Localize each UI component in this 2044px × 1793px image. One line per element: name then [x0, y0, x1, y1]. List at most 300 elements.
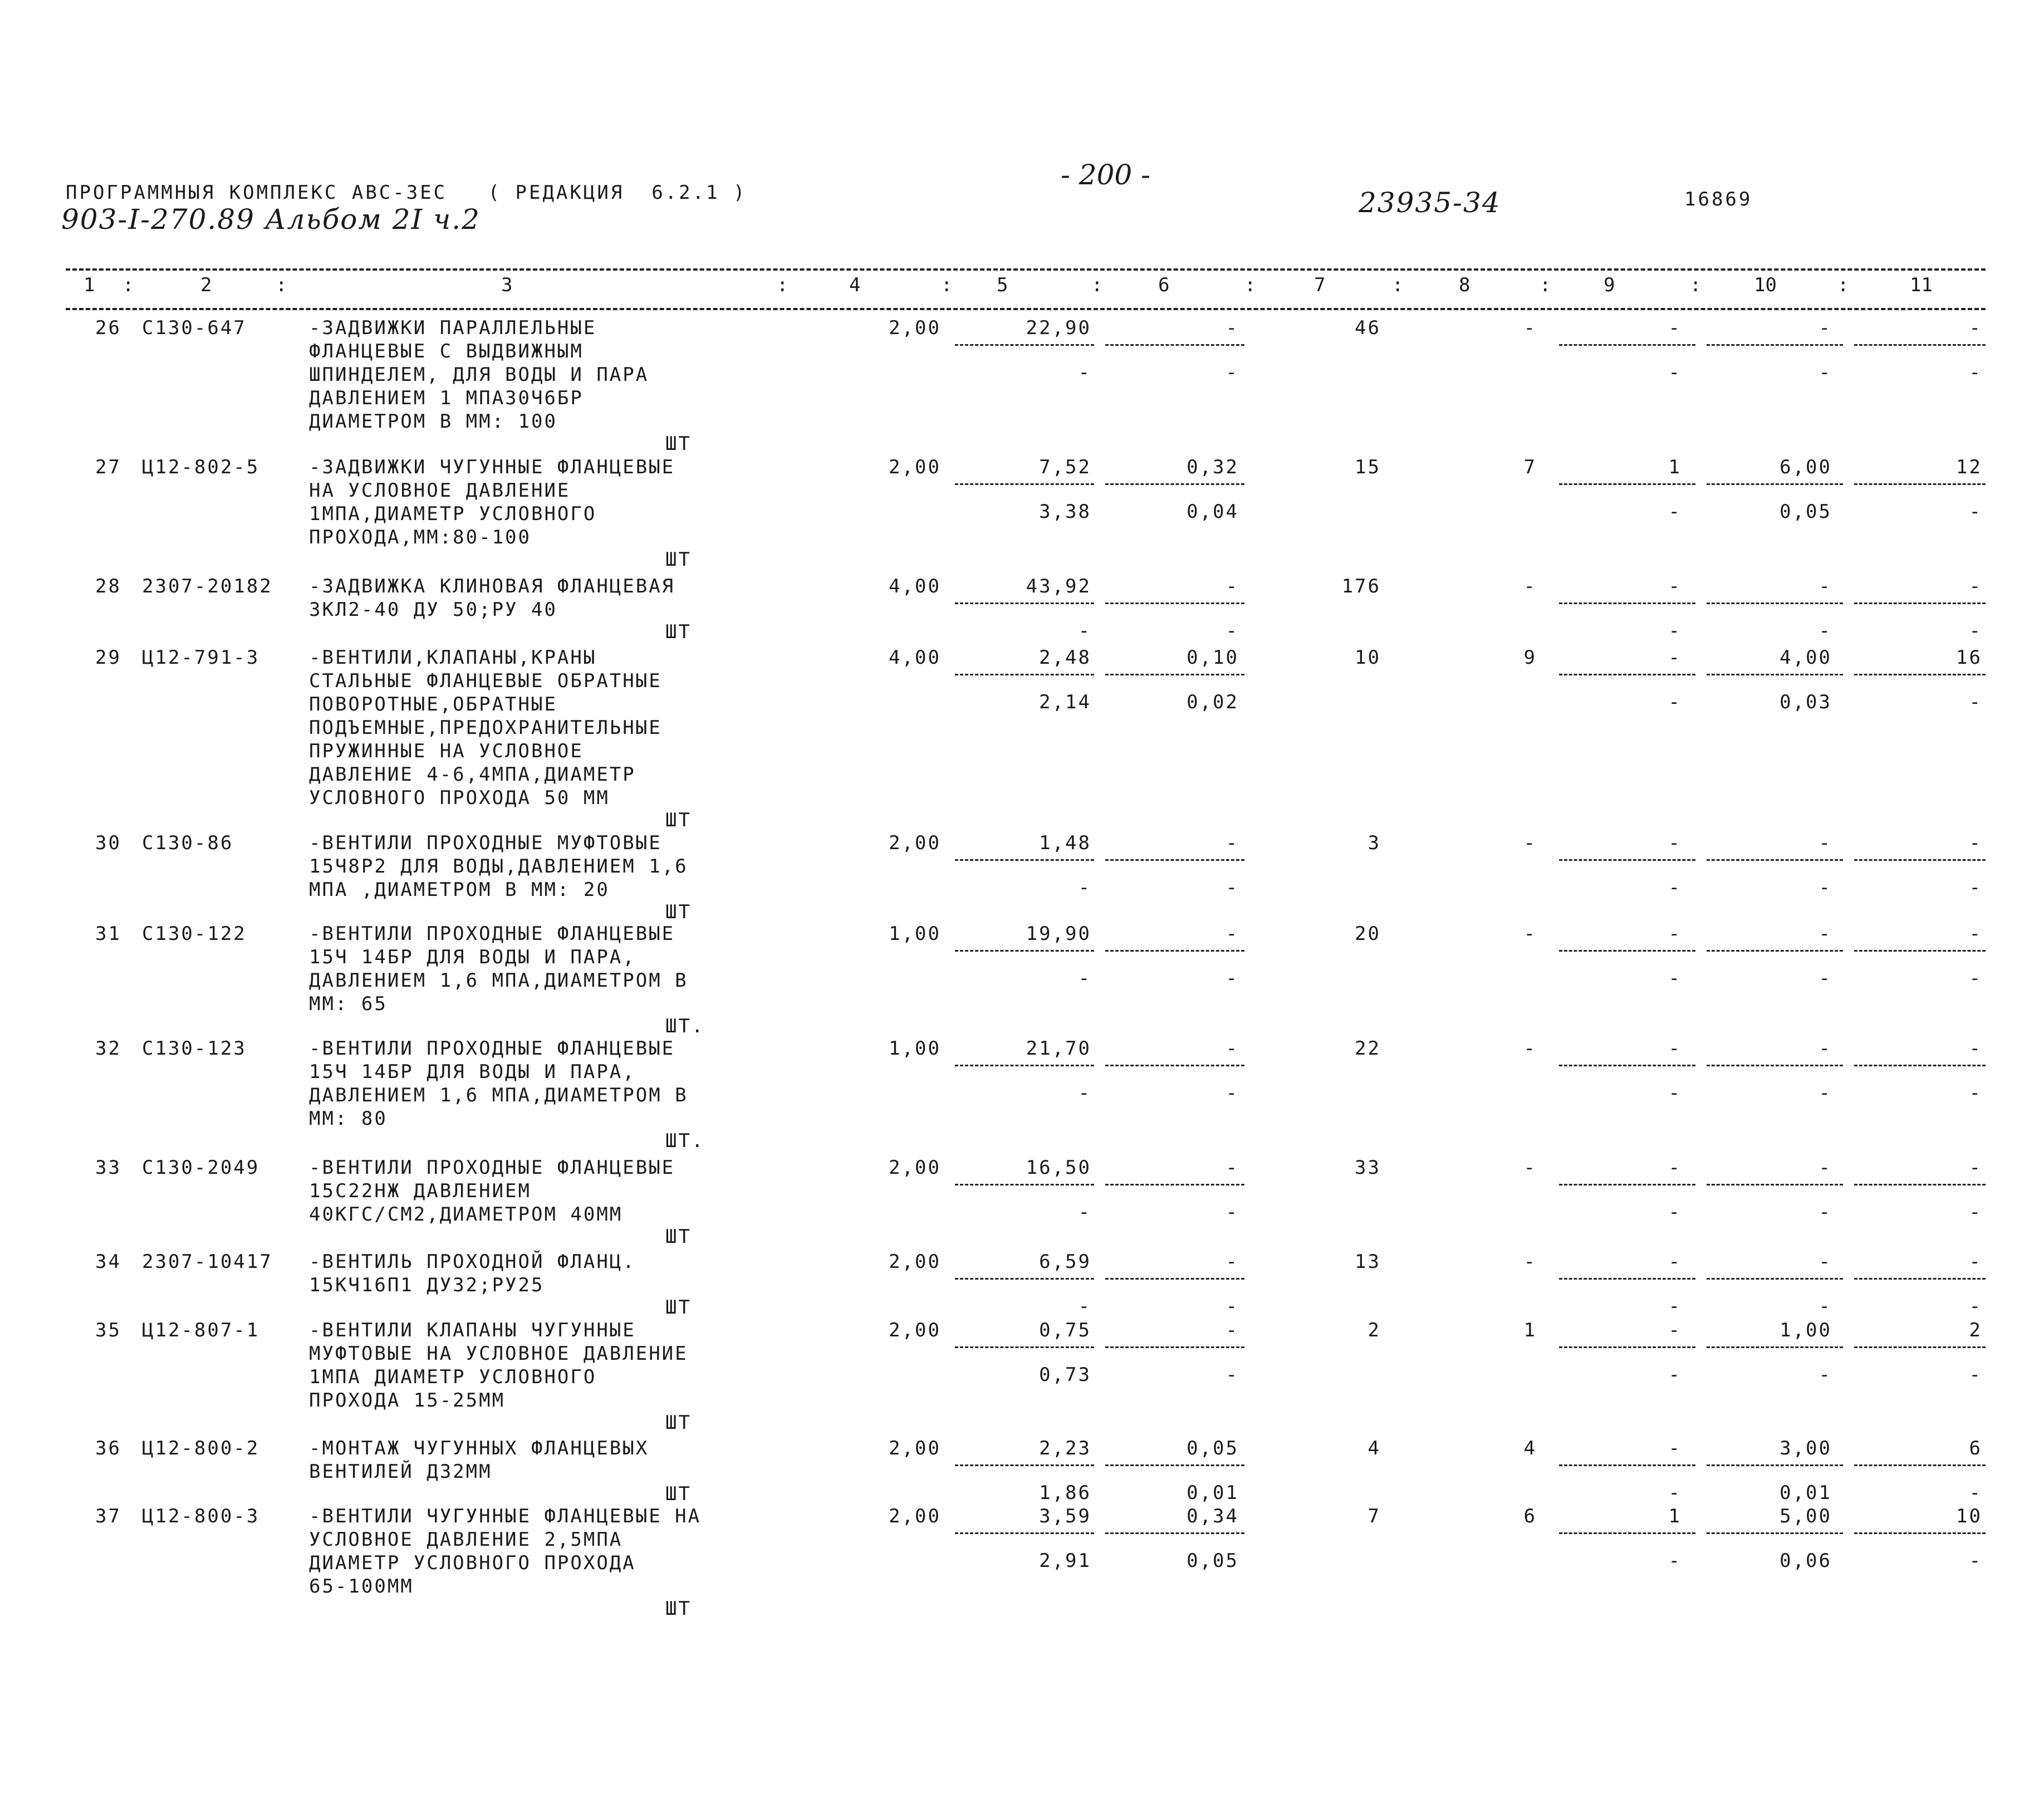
row-description-line: ДАВЛЕНИЕМ 1,6 МПА,ДИАМЕТРОМ В — [309, 1084, 688, 1106]
cell-col4: 4,00 — [889, 646, 941, 669]
cell-col11-top: - — [1969, 1037, 1982, 1060]
cell-divider — [955, 674, 1094, 675]
cell-col4: 2,00 — [889, 317, 941, 339]
cell-col6-top: - — [1226, 832, 1239, 854]
cell-divider — [1707, 1464, 1843, 1466]
cell-col6-bottom: - — [1226, 620, 1239, 642]
row-unit: ШТ — [665, 1483, 692, 1505]
cell-divider — [1559, 483, 1695, 485]
column-separator: : — [1690, 274, 1702, 296]
cell-col9-top: - — [1668, 646, 1682, 669]
cell-col8: - — [1523, 317, 1537, 339]
row-description-line: -ВЕНТИЛИ ПРОХОДНЫЕ ФЛАНЦЕВЫЕ — [309, 923, 675, 945]
cell-divider — [1105, 483, 1244, 485]
cell-col11-top: - — [1969, 1157, 1982, 1179]
page-number: - 200 - — [1061, 159, 1151, 191]
row-description-line: -ВЕНТИЛИ,КЛАПАНЫ,КРАНЫ — [309, 646, 597, 669]
cell-col10-top: - — [1818, 317, 1832, 339]
cell-col11-top: - — [1969, 317, 1982, 339]
cell-col5-top: 3,59 — [1039, 1505, 1091, 1527]
cell-col7: 13 — [1355, 1251, 1381, 1273]
cell-col7: 2 — [1367, 1319, 1381, 1341]
column-number-8: 8 — [1459, 274, 1470, 296]
cell-col10-top: 5,00 — [1780, 1505, 1832, 1527]
cell-col11-bottom: - — [1969, 1201, 1982, 1223]
cell-col5-top: 6,59 — [1039, 1251, 1091, 1273]
cell-divider — [1559, 674, 1695, 675]
cell-divider — [955, 1346, 1094, 1348]
column-separator: : — [1837, 274, 1849, 296]
cell-col8: - — [1523, 1251, 1537, 1273]
cell-divider — [1559, 602, 1695, 604]
cell-col10-top: 1,00 — [1780, 1319, 1832, 1341]
row-number: 37 — [95, 1505, 121, 1527]
cell-col9-top: - — [1668, 1251, 1682, 1273]
column-number-10: 10 — [1754, 274, 1777, 296]
cell-divider — [1707, 1532, 1843, 1534]
cell-col10-bottom: - — [1818, 1201, 1832, 1223]
cell-col9-top: 1 — [1668, 456, 1682, 478]
row-unit: ШТ — [665, 621, 692, 643]
cell-divider — [1559, 1532, 1695, 1534]
row-description-line: 65-100ММ — [309, 1575, 414, 1598]
cell-divider — [1559, 1278, 1695, 1280]
cell-col5-bottom: 1,86 — [1039, 1482, 1091, 1504]
cell-col11-top: - — [1969, 923, 1982, 945]
cell-col6-top: - — [1226, 1037, 1239, 1060]
row-description-line: 40КГС/СМ2,ДИАМЕТРОМ 40ММ — [309, 1203, 623, 1226]
row-description-line: -ВЕНТИЛИ ПРОХОДНЫЕ ФЛАНЦЕВЫЕ — [309, 1157, 675, 1179]
cell-divider — [1707, 1346, 1843, 1348]
cell-divider — [1559, 1464, 1695, 1466]
cell-col6-bottom: - — [1226, 361, 1239, 384]
cell-divider — [1559, 344, 1695, 346]
cell-divider — [955, 859, 1094, 861]
row-description-line: ММ: 80 — [309, 1108, 388, 1130]
cell-col11-top: - — [1969, 575, 1982, 597]
column-separator: : — [122, 274, 134, 296]
row-description-line: 1МПА,ДИАМЕТР УСЛОВНОГО — [309, 503, 597, 525]
row-description-line: ДИАМЕТРОМ В ММ: 100 — [309, 410, 557, 433]
row-code: 2307-10417 — [142, 1251, 273, 1273]
cell-col4: 2,00 — [889, 1437, 941, 1459]
document-code: 23935-34 — [1359, 187, 1501, 219]
row-unit: ШТ — [665, 1296, 692, 1319]
cell-col11-top: 6 — [1969, 1437, 1982, 1459]
cell-col4: 1,00 — [889, 923, 941, 945]
cell-col10-top: - — [1818, 832, 1832, 854]
row-number: 35 — [95, 1319, 121, 1341]
row-code: С130-86 — [142, 832, 234, 854]
cell-divider — [1707, 1184, 1843, 1185]
cell-col6-bottom: 0,04 — [1187, 501, 1239, 523]
cell-divider — [1105, 1532, 1244, 1534]
cell-col7: 22 — [1355, 1037, 1381, 1060]
cell-col4: 4,00 — [889, 575, 941, 597]
row-description-line: ЗКЛ2-40 ДУ 50;РУ 40 — [309, 599, 557, 621]
cell-col10-top: 3,00 — [1780, 1437, 1832, 1459]
column-number-11: 11 — [1910, 274, 1933, 296]
cell-col11-top: 12 — [1956, 456, 1982, 478]
cell-col6-top: 0,10 — [1187, 646, 1239, 669]
row-unit: ШТ — [665, 1598, 692, 1620]
sheet-code: 16869 — [1684, 188, 1753, 210]
row-code: С130-647 — [142, 317, 247, 339]
cell-col9-bottom: - — [1668, 1082, 1682, 1104]
cell-divider — [955, 1184, 1094, 1185]
cell-col4: 2,00 — [889, 832, 941, 854]
cell-divider — [955, 1065, 1094, 1066]
cell-col11-bottom: - — [1969, 876, 1982, 899]
cell-col5-top: 19,90 — [1026, 923, 1091, 945]
cell-divider — [1105, 950, 1244, 952]
cell-col9-top: - — [1668, 1319, 1682, 1341]
row-number: 30 — [95, 832, 121, 854]
cell-col9-bottom: - — [1668, 1482, 1682, 1504]
row-description-line: ПРОХОДА,ММ:80-100 — [309, 526, 531, 548]
cell-col9-bottom: - — [1668, 1364, 1682, 1386]
cell-divider — [1854, 1184, 1986, 1185]
cell-col7: 176 — [1341, 575, 1381, 597]
cell-col9-bottom: - — [1668, 1550, 1682, 1572]
cell-col6-top: - — [1226, 1319, 1239, 1341]
row-unit: ШТ — [665, 1412, 692, 1434]
cell-col11-top: - — [1969, 832, 1982, 854]
cell-col6-top: - — [1226, 1157, 1239, 1179]
column-separator: : — [941, 274, 953, 296]
column-separator: : — [1392, 274, 1404, 296]
cell-col8: 4 — [1523, 1437, 1537, 1459]
cell-col5-bottom: 3,38 — [1039, 501, 1091, 523]
row-number: 28 — [95, 575, 121, 597]
row-description-line: ДАВЛЕНИЕМ 1,6 МПА,ДИАМЕТРОМ В — [309, 969, 688, 992]
row-description-line: ПРОХОДА 15-25ММ — [309, 1389, 506, 1412]
cell-col4: 1,00 — [889, 1037, 941, 1060]
cell-col10-bottom: 0,03 — [1780, 691, 1832, 713]
row-unit: ШТ — [665, 1226, 692, 1248]
cell-divider — [955, 344, 1094, 346]
cell-col10-bottom: - — [1818, 1082, 1832, 1104]
cell-col9-top: - — [1668, 832, 1682, 854]
cell-col5-top: 16,50 — [1026, 1157, 1091, 1179]
cell-divider — [955, 950, 1094, 952]
cell-col9-bottom: - — [1668, 620, 1682, 642]
row-description-line: 15С22НЖ ДАВЛЕНИЕМ — [309, 1180, 531, 1202]
cell-col5-bottom: - — [1078, 1201, 1091, 1223]
cell-col11-bottom: - — [1969, 620, 1982, 642]
cell-col6-top: - — [1226, 923, 1239, 945]
cell-col10-bottom: - — [1818, 361, 1832, 384]
row-unit: ШТ — [665, 433, 692, 455]
cell-divider — [1854, 1278, 1986, 1280]
cell-col9-top: - — [1668, 1157, 1682, 1179]
cell-col9-bottom: - — [1668, 691, 1682, 713]
cell-col9-top: - — [1668, 1037, 1682, 1060]
row-code: С130-123 — [142, 1037, 247, 1060]
cell-divider — [1105, 1184, 1244, 1185]
row-description-line: ПОВОРОТНЫЕ,ОБРАТНЫЕ — [309, 693, 557, 716]
cell-col11-bottom: - — [1969, 1295, 1982, 1317]
cell-col6-top: 0,32 — [1187, 456, 1239, 478]
cell-col6-top: - — [1226, 1251, 1239, 1273]
cell-col10-top: - — [1818, 1157, 1832, 1179]
cell-col11-bottom: - — [1969, 1482, 1982, 1504]
cell-divider — [1854, 950, 1986, 952]
row-unit: ШТ. — [665, 1015, 705, 1037]
cell-col9-bottom: - — [1668, 361, 1682, 384]
cell-divider — [955, 1532, 1094, 1534]
cell-col4: 2,00 — [889, 1157, 941, 1179]
row-description-line: 15Ч 14БР ДЛЯ ВОДЫ И ПАРА, — [309, 946, 636, 968]
cell-divider — [955, 602, 1094, 604]
row-description-line: ДАВЛЕНИЕ 4-6,4МПА,ДИАМЕТР — [309, 763, 636, 786]
cell-divider — [1559, 1346, 1695, 1348]
cell-col4: 2,00 — [889, 1505, 941, 1527]
row-description-line: МПА ,ДИАМЕТРОМ В ММ: 20 — [309, 879, 610, 901]
row-code: Ц12-800-3 — [142, 1505, 260, 1527]
cell-col6-bottom: - — [1226, 1364, 1239, 1386]
column-number-2: 2 — [200, 274, 212, 296]
cell-col9-top: - — [1668, 575, 1682, 597]
cell-col4: 2,00 — [889, 1319, 941, 1341]
cell-col8: 6 — [1523, 1505, 1537, 1527]
column-number-4: 4 — [849, 274, 861, 296]
column-separator: : — [1091, 274, 1103, 296]
row-description-line: УСЛОВНОГО ПРОХОДА 50 ММ — [309, 787, 610, 809]
cell-col9-bottom: - — [1668, 501, 1682, 523]
cell-col5-bottom: 2,91 — [1039, 1550, 1091, 1572]
row-description-line: -ЗАДВИЖКИ ЧУГУННЫЕ ФЛАНЦЕВЫЕ — [309, 456, 675, 478]
cell-divider — [1105, 1464, 1244, 1466]
row-description-line: ММ: 65 — [309, 993, 388, 1015]
row-description-line: ДАВЛЕНИЕМ 1 МПА30Ч6БР — [309, 387, 584, 409]
cell-col6-bottom: - — [1226, 1295, 1239, 1317]
cell-col10-bottom: - — [1818, 876, 1832, 899]
row-description-line: ДИАМЕТР УСЛОВНОГО ПРОХОДА — [309, 1552, 636, 1574]
column-number-7: 7 — [1314, 274, 1326, 296]
album-title: 903-I-270.89 Альбом 2I ч.2 — [61, 203, 481, 236]
cell-col11-bottom: - — [1969, 691, 1982, 713]
cell-col5-bottom: - — [1078, 876, 1091, 899]
row-description-line: 15КЧ16П1 ДУ32;РУ25 — [309, 1274, 545, 1296]
row-description-line: 15Ч8Р2 ДЛЯ ВОДЫ,ДАВЛЕНИЕМ 1,6 — [309, 855, 688, 878]
cell-divider — [1707, 674, 1843, 675]
cell-col9-top: - — [1668, 923, 1682, 945]
cell-col7: 33 — [1355, 1157, 1381, 1179]
row-description-line: 15Ч 14БР ДЛЯ ВОДЫ И ПАРА, — [309, 1061, 636, 1083]
row-description-line: -ВЕНТИЛИ КЛАПАНЫ ЧУГУННЫЕ — [309, 1319, 636, 1341]
cell-col6-bottom: 0,02 — [1187, 691, 1239, 713]
row-description-line: -ВЕНТИЛЬ ПРОХОДНОЙ ФЛАНЦ. — [309, 1251, 636, 1273]
cell-divider — [1854, 1464, 1986, 1466]
cell-col5-bottom: - — [1078, 620, 1091, 642]
cell-col5-top: 0,75 — [1039, 1319, 1091, 1341]
cell-col5-top: 2,48 — [1039, 646, 1091, 669]
cell-divider — [1707, 344, 1843, 346]
row-unit: ШТ — [665, 548, 692, 571]
cell-divider — [1707, 1065, 1843, 1066]
row-code: Ц12-800-2 — [142, 1437, 260, 1459]
cell-divider — [1105, 674, 1244, 675]
cell-col9-bottom: - — [1668, 876, 1682, 899]
cell-col11-bottom: - — [1969, 967, 1982, 989]
cell-col5-bottom: 2,14 — [1039, 691, 1091, 713]
cell-divider — [1559, 859, 1695, 861]
cell-col5-top: 2,23 — [1039, 1437, 1091, 1459]
cell-col11-top: 2 — [1969, 1319, 1982, 1341]
cell-col6-top: 0,34 — [1187, 1505, 1239, 1527]
cell-col5-top: 1,48 — [1039, 832, 1091, 854]
cell-divider — [1105, 344, 1244, 346]
row-description-line: 1МПА ДИАМЕТР УСЛОВНОГО — [309, 1366, 597, 1388]
program-header: ПРОГРАММНЫЯ КОМПЛЕКС АВС-ЗЕС ( РЕДАКЦИЯ 6.2.1 ) — [66, 182, 747, 204]
row-description-line: -ВЕНТИЛИ ПРОХОДНЫЕ МУФТОВЫЕ — [309, 832, 662, 854]
cell-col11-bottom: - — [1969, 361, 1982, 384]
cell-col7: 20 — [1355, 923, 1381, 945]
row-description-line: ШПИНДЕЛЕМ, ДЛЯ ВОДЫ И ПАРА — [309, 364, 649, 386]
column-number-5: 5 — [997, 274, 1008, 296]
cell-divider — [1105, 1278, 1244, 1280]
cell-col6-top: - — [1226, 575, 1239, 597]
column-separator: : — [1540, 274, 1551, 296]
column-separator: : — [777, 274, 788, 296]
cell-col7: 46 — [1355, 317, 1381, 339]
cell-divider — [1707, 483, 1843, 485]
cell-col11-top: 10 — [1956, 1505, 1982, 1527]
cell-divider — [1105, 1065, 1244, 1066]
column-separator: : — [276, 274, 287, 296]
row-number: 36 — [95, 1437, 121, 1459]
cell-divider — [1854, 344, 1986, 346]
cell-col5-bottom: - — [1078, 1295, 1091, 1317]
cell-col10-top: 4,00 — [1780, 646, 1832, 669]
cell-col11-bottom: - — [1969, 501, 1982, 523]
row-unit: ШТ — [665, 901, 692, 923]
row-description-line: -ВЕНТИЛИ ЧУГУННЫЕ ФЛАНЦЕВЫЕ НА — [309, 1505, 702, 1527]
cell-col5-top: 22,90 — [1026, 317, 1091, 339]
cell-col5-bottom: - — [1078, 1082, 1091, 1104]
cell-col7: 4 — [1367, 1437, 1381, 1459]
cell-col10-top: 6,00 — [1780, 456, 1832, 478]
cell-divider — [1559, 1184, 1695, 1185]
cell-col10-bottom: - — [1818, 620, 1832, 642]
cell-col8: - — [1523, 1157, 1537, 1179]
cell-col5-bottom: 0,73 — [1039, 1364, 1091, 1386]
cell-col9-top: - — [1668, 317, 1682, 339]
row-unit: ШТ. — [665, 1130, 705, 1152]
cell-divider — [1559, 950, 1695, 952]
row-code: 2307-20182 — [142, 575, 273, 597]
cell-divider — [1854, 1532, 1986, 1534]
row-number: 26 — [95, 317, 121, 339]
cell-col6-top: - — [1226, 317, 1239, 339]
cell-col8: - — [1523, 1037, 1537, 1060]
cell-divider — [1854, 1346, 1986, 1348]
cell-col8: - — [1523, 575, 1537, 597]
cell-col10-top: - — [1818, 575, 1832, 597]
cell-col8: 9 — [1523, 646, 1537, 669]
cell-col8: - — [1523, 923, 1537, 945]
cell-divider — [1854, 1065, 1986, 1066]
row-number: 29 — [95, 646, 121, 669]
cell-col10-bottom: 0,05 — [1780, 501, 1832, 523]
cell-col10-bottom: 0,01 — [1780, 1482, 1832, 1504]
cell-col10-top: - — [1818, 1251, 1832, 1273]
row-number: 32 — [95, 1037, 121, 1060]
cell-col10-bottom: - — [1818, 1364, 1832, 1386]
row-description-line: УСЛОВНОЕ ДАВЛЕНИЕ 2,5МПА — [309, 1529, 623, 1551]
cell-col5-top: 43,92 — [1026, 575, 1091, 597]
cell-col6-top: 0,05 — [1187, 1437, 1239, 1459]
cell-col6-bottom: 0,01 — [1187, 1482, 1239, 1504]
cell-col6-bottom: - — [1226, 1201, 1239, 1223]
cell-col5-top: 7,52 — [1039, 456, 1091, 478]
cell-col7: 10 — [1355, 646, 1381, 669]
cell-col10-bottom: - — [1818, 967, 1832, 989]
cell-col9-bottom: - — [1668, 967, 1682, 989]
row-code: Ц12-802-5 — [142, 456, 260, 478]
row-description-line: -ВЕНТИЛИ ПРОХОДНЫЕ ФЛАНЦЕВЫЕ — [309, 1037, 675, 1060]
row-description-line: -ЗАДВИЖКА КЛИНОВАЯ ФЛАНЦЕВАЯ — [309, 575, 675, 597]
cell-col10-top: - — [1818, 1037, 1832, 1060]
cell-col7: 3 — [1367, 832, 1381, 854]
cell-divider — [1105, 602, 1244, 604]
cell-col11-bottom: - — [1969, 1550, 1982, 1572]
cell-col6-bottom: - — [1226, 876, 1239, 899]
column-number-1: 1 — [84, 274, 95, 296]
cell-col4: 2,00 — [889, 1251, 941, 1273]
cell-divider — [1854, 859, 1986, 861]
cell-col5-bottom: - — [1078, 967, 1091, 989]
cell-col9-bottom: - — [1668, 1295, 1682, 1317]
column-number-9: 9 — [1604, 274, 1615, 296]
cell-divider — [1559, 1065, 1695, 1066]
cell-col10-top: - — [1818, 923, 1832, 945]
cell-divider — [1707, 950, 1843, 952]
cell-col7: 15 — [1355, 456, 1381, 478]
column-number-3: 3 — [501, 274, 513, 296]
cell-col11-top: - — [1969, 1251, 1982, 1273]
row-number: 31 — [95, 923, 121, 945]
row-description-line: ВЕНТИЛЕЙ Д32ММ — [309, 1461, 492, 1483]
cell-col7: 7 — [1367, 1505, 1381, 1527]
row-code: Ц12-807-1 — [142, 1319, 260, 1341]
cell-divider — [955, 1278, 1094, 1280]
row-description-line: ПОДЪЕМНЫЕ,ПРЕДОХРАНИТЕЛЬНЫЕ — [309, 717, 662, 739]
row-description-line: ФЛАНЦЕВЫЕ С ВЫДВИЖНЫМ — [309, 340, 584, 362]
cell-col4: 2,00 — [889, 456, 941, 478]
cell-col9-top: 1 — [1668, 1505, 1682, 1527]
cell-divider — [1854, 674, 1986, 675]
row-description-line: МУФТОВЫЕ НА УСЛОВНОЕ ДАВЛЕНИЕ — [309, 1343, 688, 1365]
cell-divider — [955, 483, 1094, 485]
cell-col6-bottom: 0,05 — [1187, 1550, 1239, 1572]
row-description-line: НА УСЛОВНОЕ ДАВЛЕНИЕ — [309, 479, 571, 502]
row-code: С130-2049 — [142, 1157, 260, 1179]
cell-divider — [1105, 1346, 1244, 1348]
row-number: 34 — [95, 1251, 121, 1273]
row-description-line: ПРУЖИННЫЕ НА УСЛОВНОЕ — [309, 740, 584, 762]
cell-col6-bottom: - — [1226, 967, 1239, 989]
cell-col11-bottom: - — [1969, 1364, 1982, 1386]
cell-col5-bottom: - — [1078, 361, 1091, 384]
row-number: 33 — [95, 1157, 121, 1179]
row-description-line: -ЗАДВИЖКИ ПАРАЛЛЕЛЬНЫЕ — [309, 317, 597, 339]
row-unit: ШТ — [665, 809, 692, 831]
cell-divider — [1854, 602, 1986, 604]
cell-divider — [1105, 859, 1244, 861]
cell-divider — [1707, 1278, 1843, 1280]
